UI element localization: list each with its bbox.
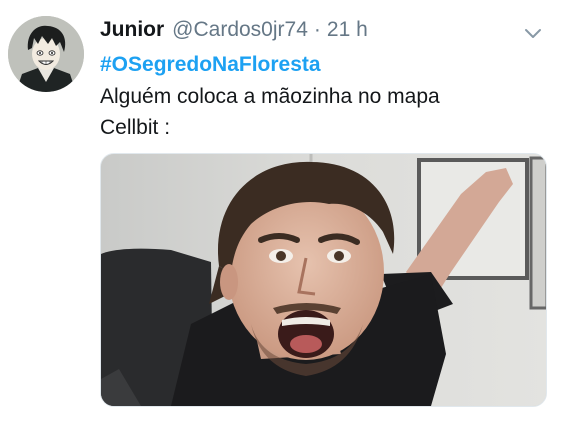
media-photo <box>101 154 546 406</box>
header-separator: · <box>313 18 321 41</box>
tweet-text-line-2: Cellbit : <box>100 116 171 139</box>
tweet-media-image[interactable] <box>100 153 547 407</box>
tweet-text-line-1: Alguém coloca a mãozinha no mapa <box>100 85 440 108</box>
avatar-illustration <box>8 16 84 92</box>
tweet-header <box>100 18 368 48</box>
author-avatar[interactable] <box>8 16 84 92</box>
author-name[interactable]: Junior <box>100 18 165 41</box>
hashtag-link[interactable]: #OSegredoNaFloresta <box>100 53 321 76</box>
author-handle[interactable]: @Cardos0jr74 <box>172 18 308 41</box>
chevron-down-icon[interactable] <box>522 22 544 44</box>
tweet-timestamp[interactable]: 21 h <box>326 18 368 41</box>
